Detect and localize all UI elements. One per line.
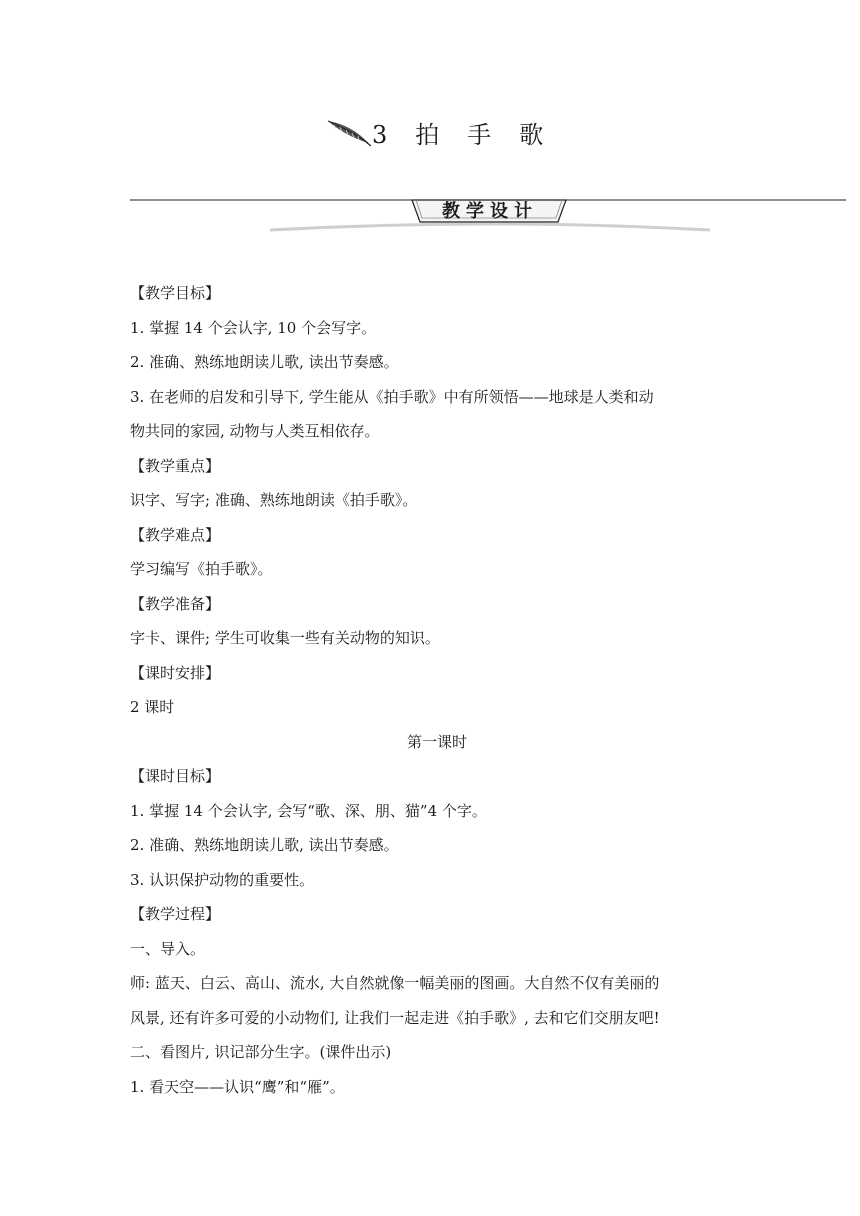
document-body [130,276,744,1104]
heading-teaching-goals: 【教学目标】 [130,284,221,302]
banner-label: 教学设计 [442,201,538,222]
paragraph: 风景, 还有许多可爱的小动物们, 让我们一起走进《拍手歌》, 去和它们交朋友吧! [130,1008,660,1027]
paragraph: 2 课时 [130,698,175,716]
paragraph: 字卡、课件; 学生可收集一些有关动物的知识。 [130,629,440,647]
feather-pen-icon [326,117,372,147]
paragraph: 1. 看天空——认识“鹰”和“雁”。 [130,1077,345,1096]
heading-teaching-difficulties: 【教学难点】 [130,525,221,544]
heading-class-schedule: 【课时安排】 [130,663,221,682]
paragraph: 学习编写《拍手歌》。 [130,560,273,578]
paragraph: 二、看图片, 识记部分生字。(课件出示) [130,1043,392,1061]
paragraph: 师: 蓝天、白云、高山、流水, 大自然就像一幅美丽的图画。大自然不仅有美丽的 [130,974,660,992]
heading-teaching-preparation: 【教学准备】 [130,594,221,613]
heading-teaching-process: 【教学过程】 [130,905,221,923]
paragraph: 一、导入。 [130,939,206,958]
paragraph: 2. 准确、熟练地朗读儿歌, 读出节奏感。 [130,836,399,854]
paragraph: 3. 认识保护动物的重要性。 [130,870,315,889]
paragraph: 2. 准确、熟练地朗读儿歌, 读出节奏感。 [130,353,399,371]
lesson-title-row [326,112,545,152]
heading-teaching-key-points: 【教学重点】 [130,456,221,475]
paragraph: 3. 在老师的启发和引导下, 学生能从《拍手歌》中有所领悟——地球是人类和动 [130,387,654,406]
heading-lesson-goals: 【课时目标】 [130,767,221,785]
lesson-title: 3 拍 手 歌 [372,120,546,149]
paragraph: 1. 掌握 14 个会认字, 会写“歌、深、朋、猫”4 个字。 [130,801,487,820]
paragraph: 1. 掌握 14 个会认字, 10 个会写字。 [130,318,377,337]
paragraph: 识字、写字; 准确、熟练地朗读《拍手歌》。 [130,491,418,509]
paragraph: 物共同的家园, 动物与人类互相依存。 [130,422,380,440]
subheading-first-lesson: 第一课时 [406,732,467,751]
